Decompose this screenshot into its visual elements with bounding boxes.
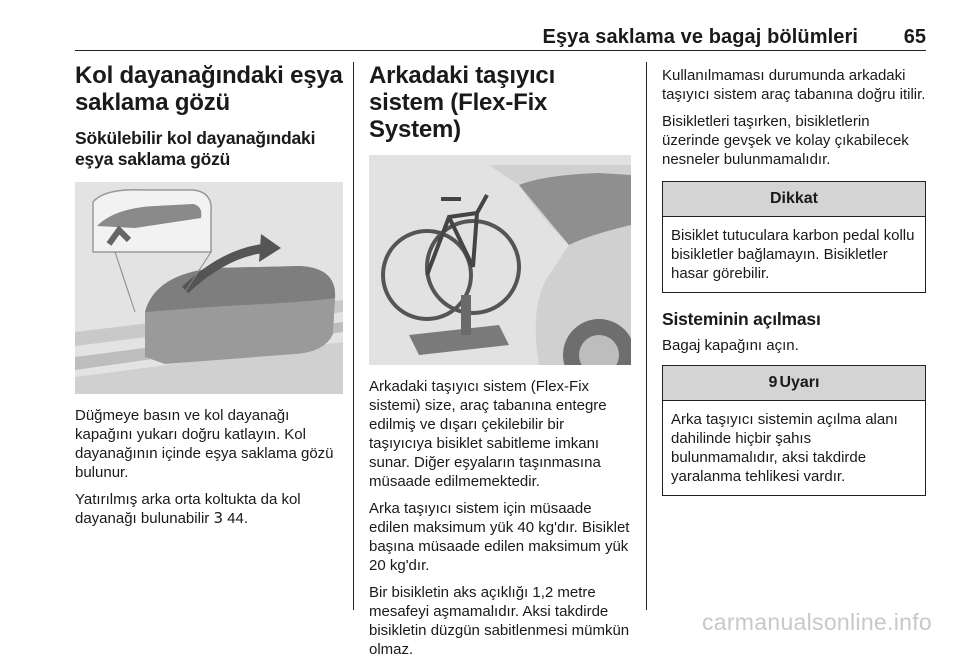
column-flexfix [369, 62, 631, 659]
flexfix-paragraph-1: Arkadaki taşıyıcı sistem (Flex-Fix sistemi) size, araç tabanına entegre edilmiş ve dışarı çekilebilir bir taşıyıcıya bisiklet sabitleme imkanı sunar. Diğer eşyaların taşınmasına müsaade edilmemektedir. [369, 378, 607, 490]
warning-header [663, 366, 925, 401]
warning-title: Uyarı [779, 374, 820, 391]
page-header [75, 20, 926, 51]
opening-paragraph: Bagaj kapağını açın. [662, 337, 799, 354]
armrest-paragraph-1: Düğmeye basın ve kol dayanağı kapağını yukarı doğru katlayın. Kol dayanağının içinde eşya saklama gözü bulunur. [75, 407, 334, 481]
section-heading-flexfix: Arkadaki taşıyıcı sistem (Flex-Fix System) [369, 62, 556, 143]
flexfix-paragraph-3: Bir bisikletin aks açıklığı 1,2 metre mesafeyi aşmamalıdır. Aksi takdirde bisikletin düzgün sabitlenmesi mümkün olmaz. [369, 584, 630, 658]
section-heading-armrest: Kol dayanağındaki eşya saklama gözü [75, 62, 343, 116]
caution-text: Bisiklet tutuculara karbon pedal kollu bisikletler bağlamayın. Bisikletler hasar görebilir. [671, 227, 915, 282]
bike-carrier-illustration [369, 155, 631, 365]
warning-triangle-icon: 9 [768, 374, 778, 391]
page-ref-link[interactable]: 44. [227, 510, 249, 527]
subheading-opening-system: Sisteminin açılması [662, 309, 821, 329]
column-flexfix-continued [662, 66, 926, 496]
subheading-removable-armrest: Sökülebilir kol dayanağındaki eşya saklama gözü [75, 128, 316, 169]
column-divider [353, 62, 354, 610]
column-armrest [75, 62, 343, 528]
warning-text: Arka taşıyıcı sistemin açılma alanı dahilinde hiçbir şahıs bulunmamalıdır, aksi takdirde yaralanma tehlikesi vardır. [671, 411, 898, 485]
flexfix-paragraph-2: Arka taşıyıcı sistem için müsaade edilen maksimum yük 40 kg'dır. Bisiklet başına müsaade edilen maksimum yük 20 kg'dır. [369, 500, 630, 574]
flexfix-paragraph-5: Bisikletleri taşırken, bisikletlerin üzerinde gevşek ve kolay çıkabilecek nesneler bulunmamalıdır. [662, 113, 909, 168]
armrest-paragraph-2: Yatırılmış arka orta koltukta da kol dayanağı bulunabilir 3 44. [75, 491, 301, 527]
warning-box [662, 365, 926, 496]
watermark: carmanualsonline.info [701, 609, 932, 635]
header-title: Eşya saklama ve bagaj bölümleri [542, 26, 858, 48]
caution-box [662, 181, 926, 293]
page-ref-icon: 3 [213, 509, 223, 527]
armrest-illustration [75, 182, 343, 394]
flexfix-paragraph-4: Kullanılmaması durumunda arkadaki taşıyıcı sistem araç tabanına doğru itilir. [662, 67, 926, 103]
column-divider [646, 62, 647, 610]
caution-title: Dikkat [663, 182, 925, 217]
page-number: 65 [903, 26, 926, 48]
